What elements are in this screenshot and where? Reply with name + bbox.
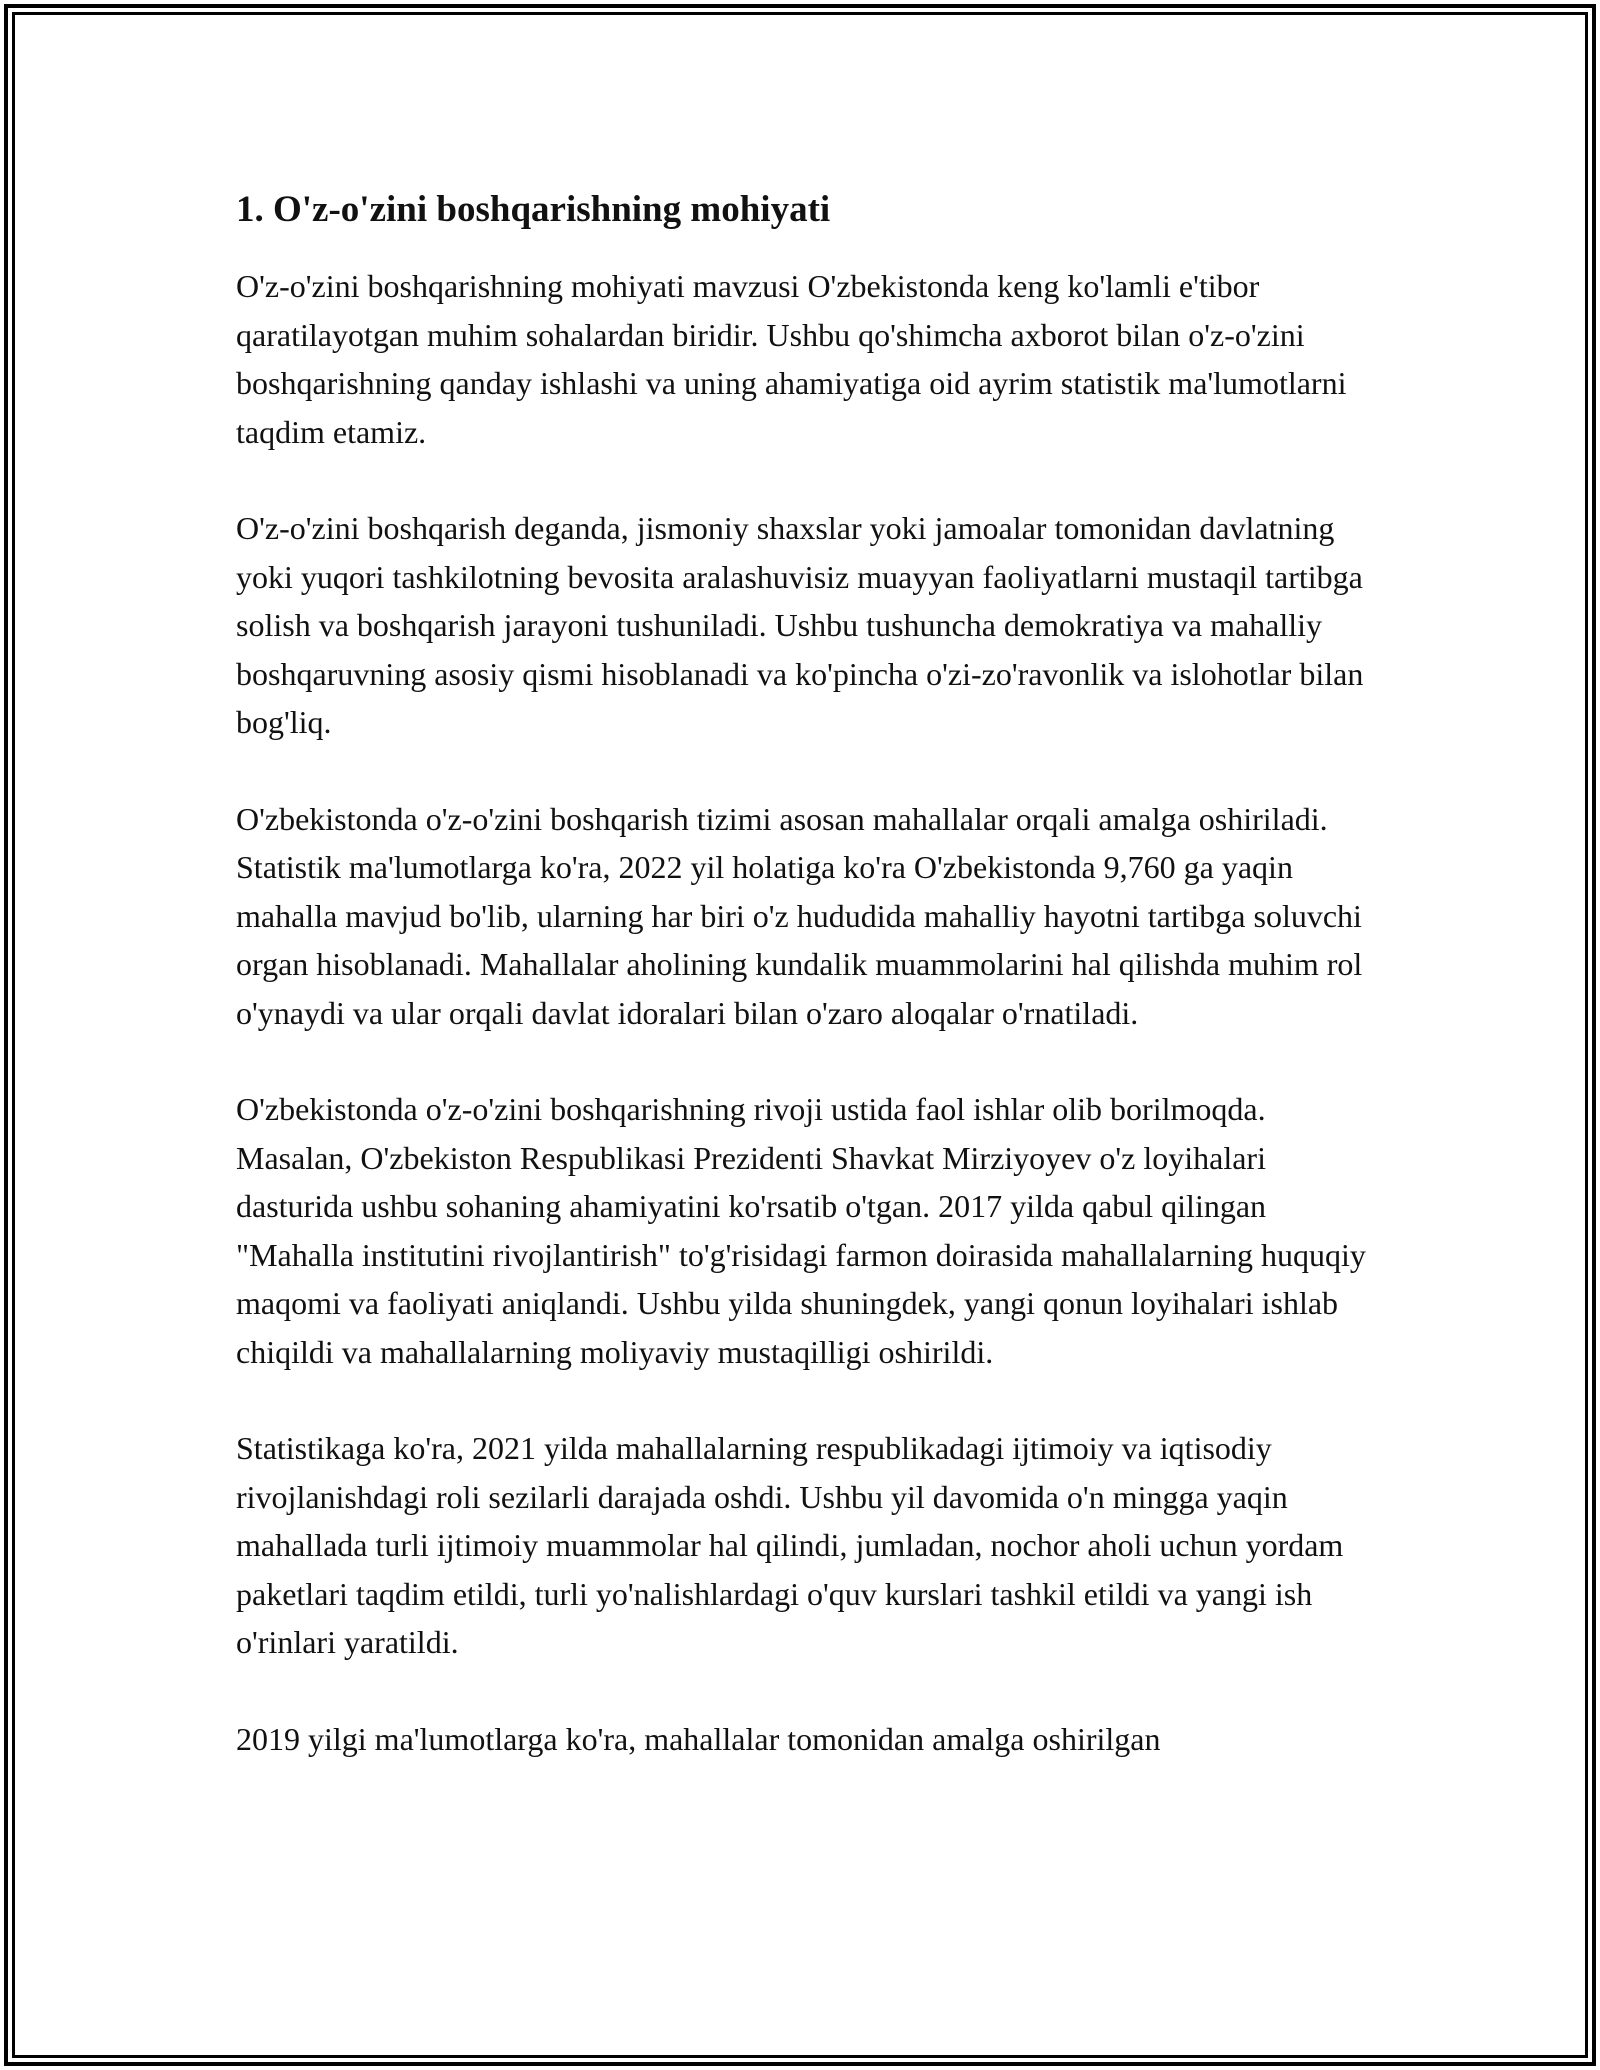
paragraph-definition: O'z-o'zini boshqarish deganda, jismoniy shaxslar yoki jamoalar tomonidan davlatning yoki yuqori tashkilotning bevosita aralashuvisiz muayyan faoliyatlarni mustaqil tartibga solish va boshqarish jarayoni tushuniladi. Ushbu tushuncha demokratiya va mahalliy boshqaruvning asosiy qismi hisoblanadi va ko'pincha o'zi-zo'ravonlik va islohotlar bilan bog'liq. — [236, 510, 1364, 740]
paragraph-development: O'zbekistonda o'z-o'zini boshqarishning rivoji ustida faol ishlar olib borilmoqda. Masalan, O'zbekiston Respublikasi Prezidenti Shavkat Mirziyoyev o'z loyihalari dasturida ushbu sohaning ahamiyatini ko'rsatib o'tgan. 2017 yilda qabul qilingan "Mahalla institutini rivojlantirish" to'g'risidagi farmon doirasida mahallalarning huquqiy maqomi va faoliyati aniqlandi. Ushbu yilda shuningdek, yangi qonun loyihalari ishlab chiqildi va mahallalarning moliyaviy mustaqilligi oshirildi. — [236, 1091, 1366, 1370]
paragraph-data-2019: 2019 yilgi ma'lumotlarga ko'ra, mahallalar tomonidan amalga oshirilgan — [236, 1720, 1161, 1757]
paragraph-intro: O'z-o'zini boshqarishning mohiyati mavzusi O'zbekistonda keng ko'lamli e'tibor qaratilayotgan muhim sohalardan biridir. Ushbu qo'shimcha axborot bilan o'z-o'zini boshqarishning qanday ishlashi va uning ahamiyatiga oid ayrim statistik ma'lumotlarni taqdim etamiz. — [236, 268, 1347, 450]
paragraph-statistics-2021: Statistikaga ko'ra, 2021 yilda mahallalarning respublikadagi ijtimoiy va iqtisodiy rivojlanishdagi roli sezilarli darajada oshdi. Ushbu yil davomida o'n mingga yaqin mahallada turli ijtimoiy muammolar hal qilindi, jumladan, nochor aholi uchun yordam paketlari taqdim etildi, turli yo'nalishlardagi o'quv kurslari tashkil etildi va yangi ish o'rinlari yaratildi. — [236, 1430, 1344, 1660]
paragraph-mahalla-system: O'zbekistonda o'z-o'zini boshqarish tizimi asosan mahallalar orqali amalga oshiriladi. Statistik ma'lumotlarga ko'ra, 2022 yil holatiga ko'ra O'zbekistonda 9,760 ga yaqin mahalla mavjud bo'lib, ularning har biri o'z hududida mahalliy hayotni tartibga soluvchi organ hisoblanadi. Mahallalar aholining kundalik muammolarini hal qilishda muhim rol o'ynaydi va ular orqali davlat idoralari bilan o'zaro aloqalar o'rnatiladi. — [236, 800, 1363, 1031]
document-body — [236, 186, 1366, 1811]
section-title: 1. O'z-o'zini boshqarishning mohiyati — [236, 189, 831, 230]
